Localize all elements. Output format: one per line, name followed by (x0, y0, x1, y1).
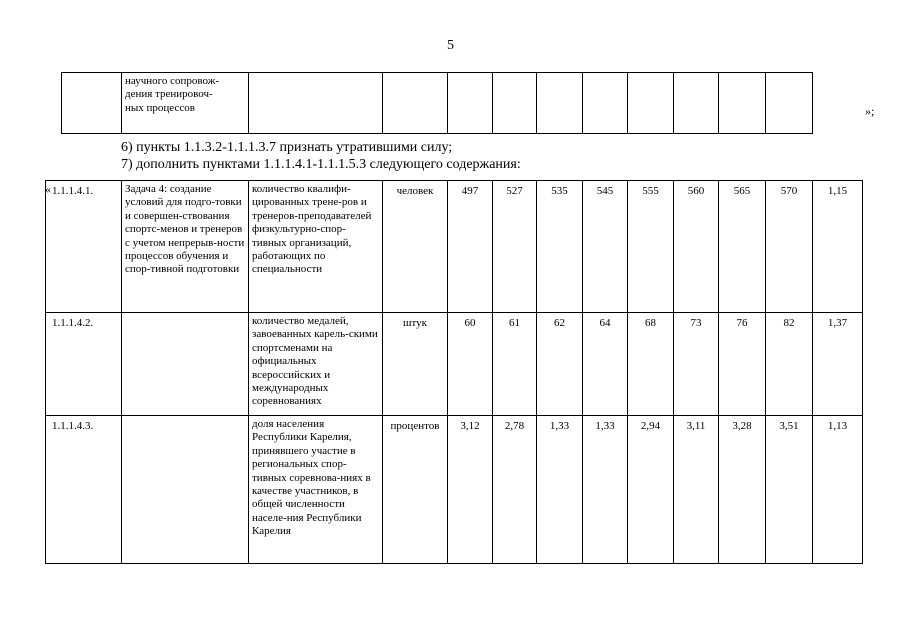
table-row (62, 73, 813, 134)
opening-quote: « (45, 182, 51, 196)
table-cell (628, 73, 674, 134)
unit-cell: штук (383, 313, 448, 416)
value-cell: 2,78 (493, 416, 537, 564)
table-cell (249, 73, 383, 134)
unit-cell: процентов (383, 416, 448, 564)
page-number: 5 (447, 38, 454, 53)
unit-cell: человек (383, 181, 448, 313)
closing-quote: »; (865, 104, 875, 118)
value-cell: 565 (719, 181, 766, 313)
indicator-cell: количество медалей, завоеванных карель-скими спортсменами на официальных всероссийских и международных соревнованиях (249, 313, 383, 416)
table-row (46, 181, 863, 313)
value-cell: 527 (493, 181, 537, 313)
paragraph-item-7: 7) дополнить пунктами 1.1.1.4.1-1.1.1.5.3 следующего содержания: (121, 157, 521, 172)
continued-table (61, 72, 813, 134)
table-cell (766, 73, 813, 134)
value-cell: 497 (448, 181, 493, 313)
value-cell: 76 (719, 313, 766, 416)
value-cell: 1,33 (537, 416, 583, 564)
value-cell: 555 (628, 181, 674, 313)
table-cell (674, 73, 719, 134)
indicators-table (45, 180, 863, 564)
value-cell: 3,28 (719, 416, 766, 564)
value-cell: 2,94 (628, 416, 674, 564)
value-cell: 64 (583, 313, 628, 416)
task-cell (122, 416, 249, 564)
value-cell: 3,11 (674, 416, 719, 564)
value-cell: 570 (766, 181, 813, 313)
value-cell: 60 (448, 313, 493, 416)
table-cell: научного сопровож- дения тренировоч- ных процессов (122, 73, 249, 134)
value-cell: 560 (674, 181, 719, 313)
value-cell: 61 (493, 313, 537, 416)
row-code-cell: 1.1.1.4.2. (46, 313, 122, 416)
task-cell (122, 313, 249, 416)
table-cell (493, 73, 537, 134)
table-cell (537, 73, 583, 134)
table-cell (448, 73, 493, 134)
value-cell: 1,37 (813, 313, 863, 416)
row-code-cell: 1.1.1.4.1. (46, 181, 122, 313)
value-cell: 68 (628, 313, 674, 416)
table-row (46, 313, 863, 416)
value-cell: 545 (583, 181, 628, 313)
value-cell: 62 (537, 313, 583, 416)
value-cell: 3,51 (766, 416, 813, 564)
table-row (46, 416, 863, 564)
table-cell (719, 73, 766, 134)
value-cell: 1,15 (813, 181, 863, 313)
value-cell: 535 (537, 181, 583, 313)
paragraph-item-6: 6) пункты 1.1.3.2-1.1.1.3.7 признать утратившими силу; (121, 140, 453, 155)
value-cell: 82 (766, 313, 813, 416)
value-cell: 1,13 (813, 416, 863, 564)
table-cell (583, 73, 628, 134)
row-code-cell: 1.1.1.4.3. (46, 416, 122, 564)
table-cell (62, 73, 122, 134)
value-cell: 73 (674, 313, 719, 416)
indicator-cell: количество квалифи-цированных трене-ров и тренеров-преподавателей физкультурно-спор-тивных организаций, работающих по специальности (249, 181, 383, 313)
value-cell: 1,33 (583, 416, 628, 564)
value-cell: 3,12 (448, 416, 493, 564)
task-cell: Задача 4: создание условий для подго-товки и совершен-ствования спортс-менов и тренеров с учетом непрерыв-ности процессов обучения и спор-тивной подготовки (122, 181, 249, 313)
table-cell (383, 73, 448, 134)
indicator-cell: доля населения Республики Карелия, принявшего участие в региональных спор-тивных соревнова-ниях в качестве участников, в общей численности населе-ния Республики Карелия (249, 416, 383, 564)
